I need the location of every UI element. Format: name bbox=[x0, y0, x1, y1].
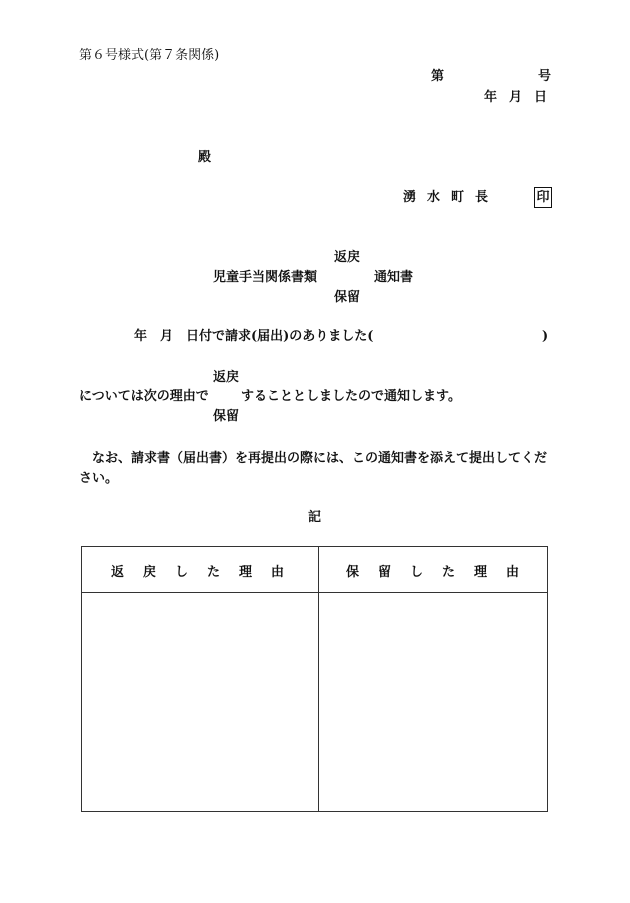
title-option-hold: 保留 bbox=[334, 290, 361, 305]
resubmission-note-text: なお、請求書（届出書）を再提出の際には、この通知書を添えて提出してください。 bbox=[79, 451, 548, 486]
section-marker: 記 bbox=[308, 510, 322, 525]
date-day-label: 日 bbox=[534, 90, 548, 105]
form-number: 第６号様式(第７条関係) bbox=[79, 48, 220, 63]
document-title: 児童手当関係書類 bbox=[213, 270, 318, 285]
issue-date bbox=[484, 90, 547, 106]
reasons-table bbox=[81, 546, 548, 812]
date-month-label: 月 bbox=[509, 90, 523, 105]
document-number-suffix: 号 bbox=[538, 69, 552, 84]
reason-option-hold: 保留 bbox=[213, 409, 240, 424]
table-column-divider bbox=[318, 547, 319, 811]
column-header-return-reason: 返戻した理由 bbox=[111, 565, 304, 580]
request-date-line: 年 月 日付で請求(届出)のありました( bbox=[134, 329, 374, 344]
document-number-prefix: 第 bbox=[431, 69, 445, 84]
reason-line-start: については次の理由で bbox=[79, 389, 209, 404]
addressee-honorific: 殿 bbox=[198, 150, 212, 165]
reason-line-end: することとしましたので通知します。 bbox=[241, 389, 461, 404]
table-header-divider bbox=[82, 592, 547, 593]
column-header-hold-reason: 保留した理由 bbox=[346, 565, 539, 580]
document-title-suffix: 通知書 bbox=[374, 270, 414, 285]
reason-option-return: 返戻 bbox=[213, 370, 240, 385]
request-closing-paren: ) bbox=[542, 329, 549, 344]
title-option-return: 返戻 bbox=[334, 250, 361, 265]
seal-mark: 印 bbox=[534, 187, 552, 208]
date-year-label: 年 bbox=[484, 90, 498, 105]
resubmission-note bbox=[79, 449, 552, 489]
issuer-name: 湧水町長 bbox=[403, 190, 500, 205]
